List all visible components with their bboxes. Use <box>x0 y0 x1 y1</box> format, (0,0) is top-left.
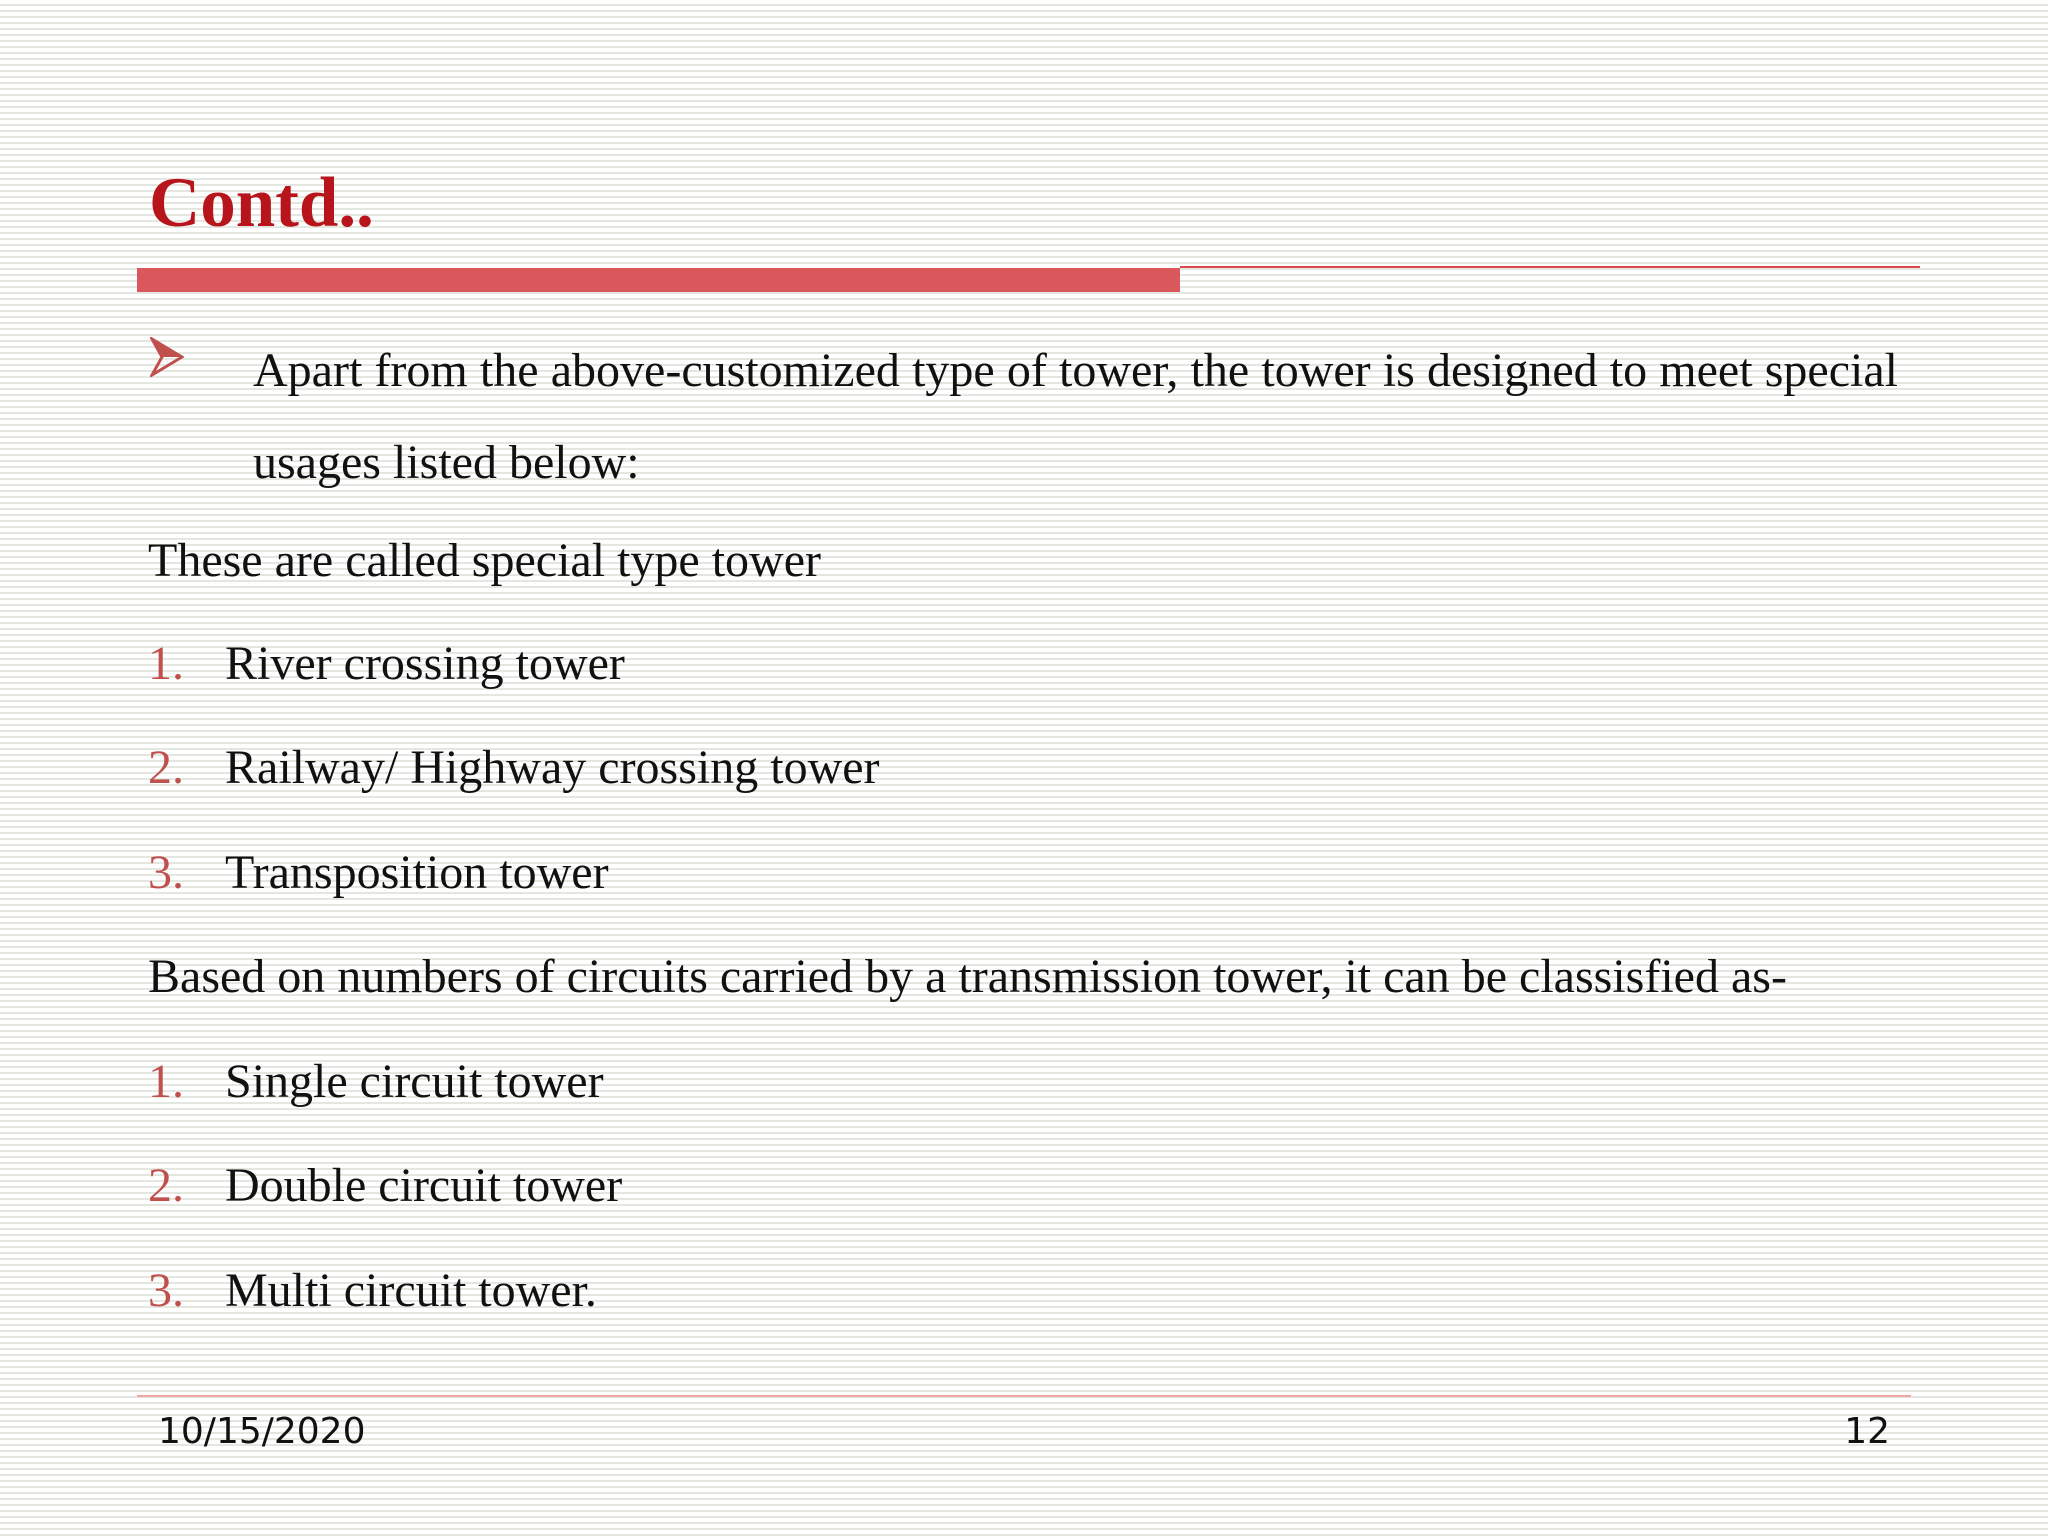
list-number: 1. <box>148 1055 184 1108</box>
title-underline-rule <box>1180 266 1920 268</box>
list-item-multi-circuit <box>148 1261 597 1321</box>
bullet-text: Apart from the above-customized type of tower, the tower is designed to meet special usages listed below: <box>253 344 1898 489</box>
slide-title: Contd.. <box>149 164 374 242</box>
list-item-label: Transposition tower <box>225 846 609 899</box>
footer-divider <box>137 1395 1911 1397</box>
title-underline-bar <box>137 268 1180 292</box>
list-item-single-circuit <box>148 1052 604 1112</box>
special-types-intro: These are called special type tower <box>148 534 821 587</box>
footer-date: 10/15/2020 <box>158 1411 366 1452</box>
list-item-label: Railway/ Highway crossing tower <box>225 741 880 794</box>
list-number: 3. <box>148 846 184 899</box>
list-item-label: Multi circuit tower. <box>225 1264 597 1317</box>
list-number: 2. <box>148 741 184 794</box>
list-item-label: Single circuit tower <box>225 1055 604 1108</box>
circuits-intro: Based on numbers of circuits carried by a transmission tower, it can be classisfied as- <box>148 950 1787 1003</box>
list-item-railway-highway-crossing <box>148 738 880 798</box>
page-number: 12 <box>1844 1411 1890 1452</box>
list-item-label: River crossing tower <box>225 637 625 690</box>
list-item-label: Double circuit tower <box>225 1159 623 1212</box>
list-item-double-circuit <box>148 1156 622 1216</box>
list-item-transposition <box>148 843 609 903</box>
list-number: 2. <box>148 1159 184 1212</box>
list-number: 1. <box>148 637 184 690</box>
list-number: 3. <box>148 1264 184 1317</box>
list-item-river-crossing <box>148 634 625 694</box>
arrow-bullet-icon <box>150 337 184 377</box>
